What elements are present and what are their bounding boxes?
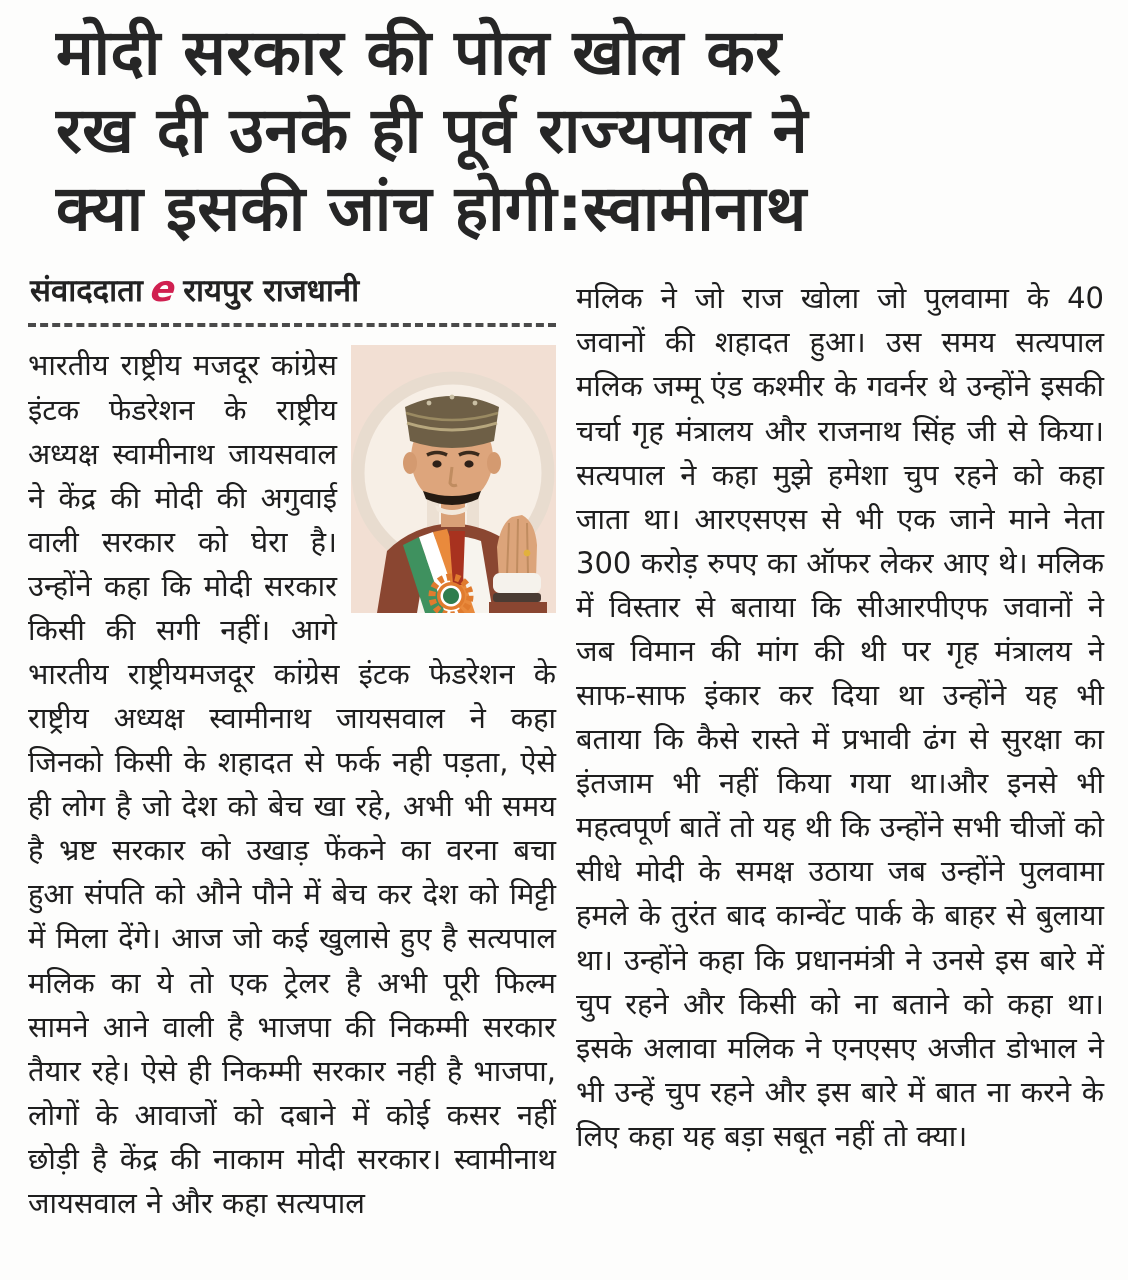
dashed-divider [28,323,556,327]
right-column-text: मलिक ने जो राज खोला जो पुलवामा के 40 जवानों की शहादत हुआ। उस समय सत्यपाल मलिक जम्मू एंड कश्मीर के गवर्नर थे उन्होंने इसकी चर्चा गृह मंत्रालय और राजनाथ सिंह जी से किया। सत्यपाल ने कहा मुझे हमेशा चुप रहने को कहा जाता था। आरएसएस से भी एक जाने माने नेता 300 करोड़ रुपए का ऑफर लेकर आए थे। मलिक में विस्तार से बताया कि सीआरपीएफ जवानों ने जब विमान की मांग की थी पर गृह मंत्रालय ने साफ-साफ इंकार कर दिया था उन्होंने यह भी बताया कि कैसे रास्ते में प्रभावी ढंग से सुरक्षा का इंतजाम भी नहीं किया गया था।और इनसे भी महत्वपूर्ण बातें तो यह थी कि उन्होंने सभी चीजों को सीधे मोदी के समक्ष उठाया जब उन्होंने पुलवामा हमले के तुरंत बाद कान्वेंट पार्क के बाहर से बुलाया था। उन्होंने कहा कि प्रधानमंत्री ने उनसे इस बारे में चुप रहने और किसी को ना बताने को कहा था। इसके अलावा मलिक ने एनएसए अजीत डोभाल ने भी उन्हें चुप रहने और इस बारे में बात ना करने के लिए कहा यह बड़ा सबूत नहीं तो क्या। [576,281,1104,1153]
article-body [0,258,1128,1225]
headline-line-3: क्या इसकी जांच होगी:स्वामीनाथ [56,172,807,246]
byline [28,264,556,317]
reporter-label: संवाददाता [30,273,143,310]
portrait-photo [351,345,556,613]
headline [0,0,1128,258]
brand-mark-icon: e [148,269,179,311]
headline-line-1: मोदी सरकार की पोल खोल कर [56,16,782,89]
headline-line-2: रख दी उनके ही पूर्व राज्यपाल ने [56,94,809,168]
left-column-text: भारतीय राष्ट्रीय मजदूर कांग्रेस इंटक फेडरेशन के राष्ट्रीय अध्यक्ष स्वामीनाथ जायसवाल ने केंद्र की मोदी की अगुवाई वाली सरकार को घेरा है। उन्होंने कहा कि मोदी सरकार किसी की सगी नहीं। आगे भारतीय राष्ट्रीयमजदूर कांग्रेस इंटक फेडरेशन के राष्ट्रीय अध्यक्ष स्वामीनाथ जायसवाल ने कहा जिनको किसी के शहादत से फर्क नही पड़ता, ऐसे ही लोग है जो देश को बेच खा रहे, अभी भी समय है भ्रष्ट सरकार को उखाड़ फेंकने का वरना बचा हुआ संपति को औने पौने में बेच कर देश को मिट्टी में मिला देंगे। आज जो कई खुलासे हुए है सत्यपाल मलिक का ये तो एक ट्रेलर है अभी पूरी फिल्म सामने आने वाली है भाजपा की निकम्मी सरकार तैयार रहे। ऐसे ही निकम्मी सरकार नही है भाजपा, लोगों के आवाजों को दबाने में कोई कसर नहीं छोड़ी है केंद्र की नाकाम मोदी सरकार। स्वामीनाथ जायसवाल ने और कहा सत्यपाल [28,348,556,1220]
left-column [28,264,556,1225]
left-column-text-block [28,343,556,1225]
byline-location: रायपुर राजधानी [183,273,360,310]
portrait-illustration [351,345,556,613]
right-column [576,264,1104,1225]
cap-icon [405,395,499,448]
